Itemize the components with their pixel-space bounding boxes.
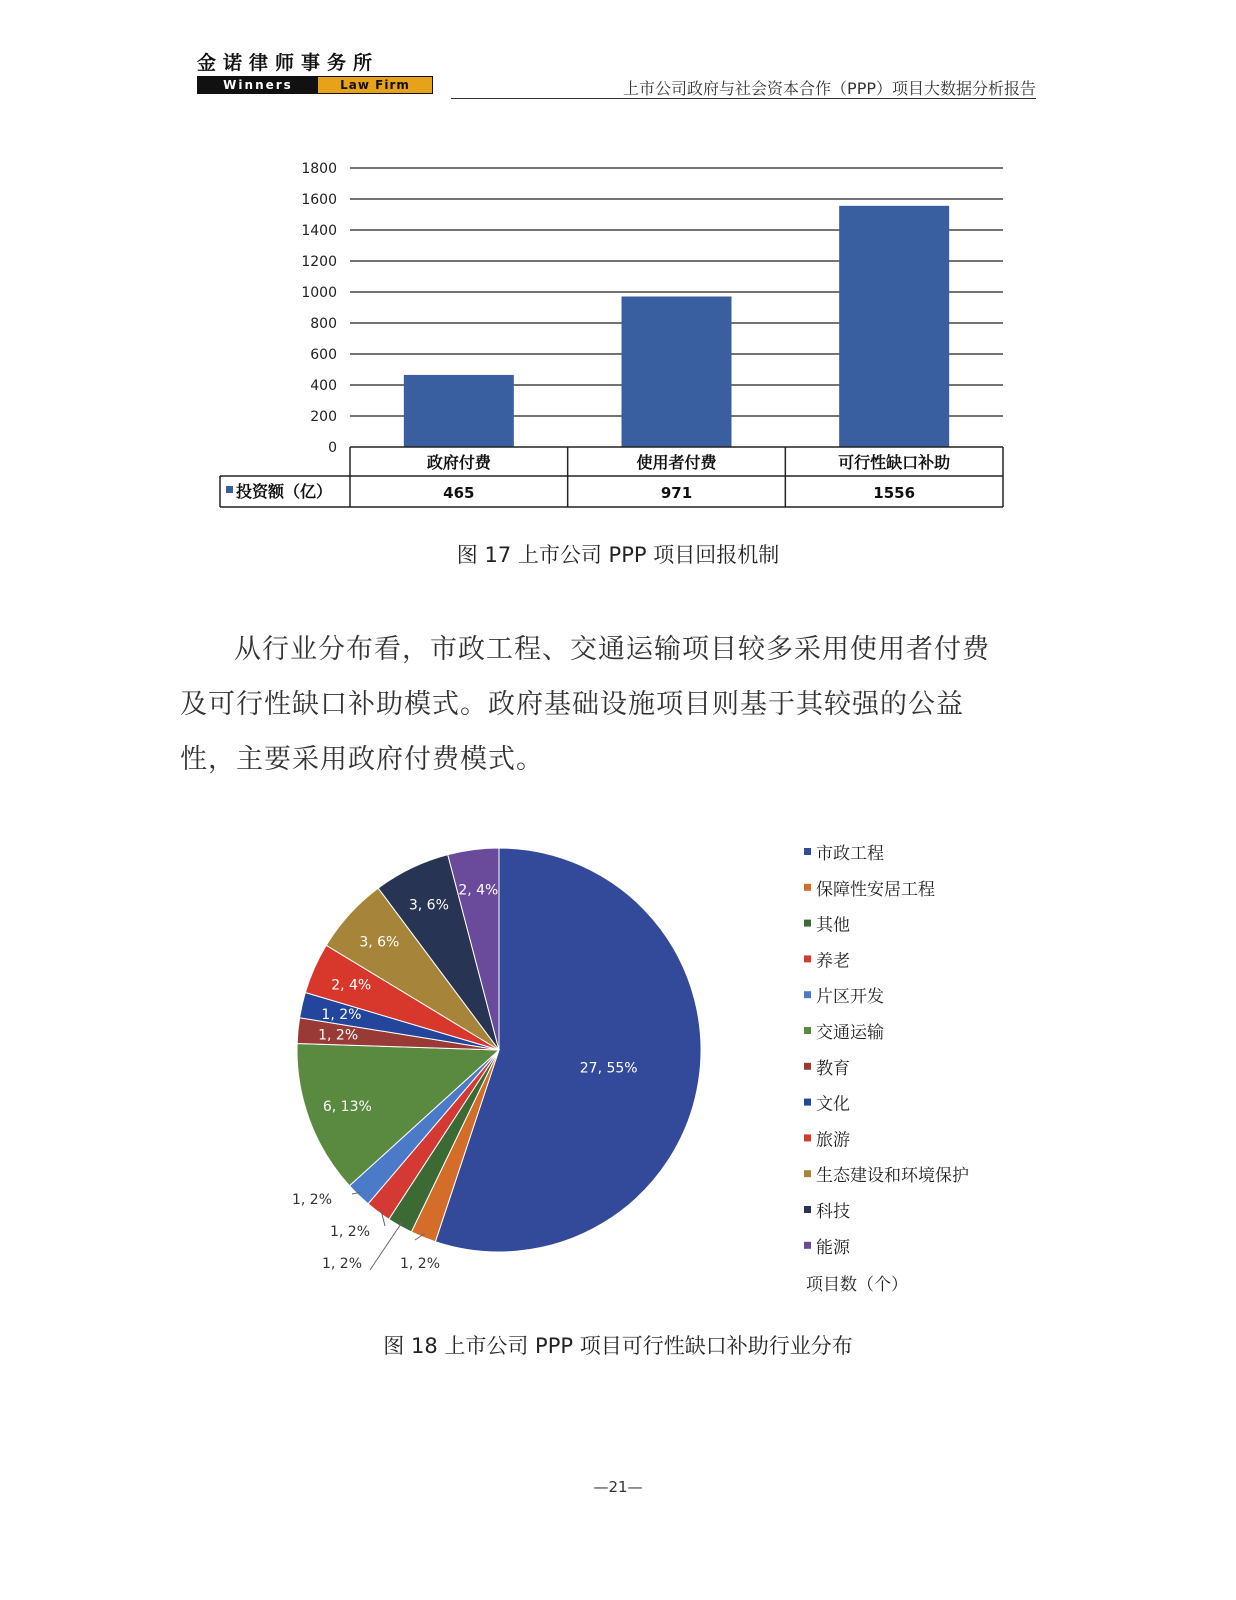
legend-item: 教育 bbox=[816, 1058, 850, 1079]
legend-swatch bbox=[804, 1242, 811, 1249]
legend-swatch bbox=[804, 1027, 811, 1034]
paragraph-text: 从行业分布看，市政工程、交通运输项目较多采用使用者付费及可行性缺口补助模式。政府基础设施项目则基于其较强的公益性，主要采用政府付费模式。 bbox=[180, 634, 990, 775]
figure18-caption: 图 18 上市公司 PPP 项目可行性缺口补助行业分布 bbox=[383, 1334, 853, 1358]
legend-item: 能源 bbox=[816, 1237, 850, 1258]
logo-english-left: Winners bbox=[198, 77, 318, 93]
legend-swatch bbox=[804, 884, 811, 891]
slice-label: 3, 6% bbox=[408, 897, 449, 914]
slice-label: 1, 2% bbox=[330, 1224, 371, 1240]
slice-label: 27, 55% bbox=[579, 1060, 638, 1077]
y-tick-label: 1000 bbox=[301, 285, 337, 301]
y-tick-label: 400 bbox=[310, 378, 337, 394]
legend-swatch bbox=[804, 1099, 811, 1106]
legend-item: 其他 bbox=[816, 915, 850, 936]
y-tick-label: 1800 bbox=[301, 161, 337, 177]
legend-item: 科技 bbox=[816, 1202, 850, 1222]
y-tick-label: 800 bbox=[310, 316, 337, 332]
legend-item: 旅游 bbox=[816, 1130, 850, 1151]
slice-label: 1, 2% bbox=[318, 1027, 359, 1044]
y-tick-label: 1400 bbox=[301, 223, 337, 239]
slice-label: 3, 6% bbox=[359, 934, 400, 951]
legend-swatch bbox=[804, 920, 811, 927]
slice-label: 2, 4% bbox=[331, 977, 372, 994]
figure17-caption: 图 17 上市公司 PPP 项目回报机制 bbox=[456, 543, 780, 567]
value-label: 971 bbox=[660, 484, 693, 502]
value-label: 1556 bbox=[873, 484, 916, 502]
y-tick-label: 1200 bbox=[301, 254, 337, 270]
legend-swatch bbox=[804, 1063, 811, 1070]
legend-swatch bbox=[804, 1170, 811, 1177]
pie-series-name: 项目数（个） bbox=[806, 1275, 908, 1295]
legend-item: 养老 bbox=[816, 951, 850, 972]
category-label: 可行性缺口补助 bbox=[838, 453, 951, 472]
legend-swatch bbox=[804, 1134, 811, 1141]
series-name: 投资额（亿） bbox=[236, 482, 333, 501]
legend-item: 片区开发 bbox=[816, 987, 884, 1008]
legend-item: 市政工程 bbox=[816, 844, 884, 864]
category-label: 使用者付费 bbox=[636, 453, 717, 472]
slice-label: 1, 2% bbox=[292, 1192, 333, 1208]
legend-item: 保障性安居工程 bbox=[816, 879, 935, 900]
slice-label: 1, 2% bbox=[322, 1256, 363, 1272]
legend-swatch bbox=[804, 955, 811, 962]
legend-item: 文化 bbox=[816, 1094, 850, 1115]
logo-english-right: Law Firm bbox=[318, 77, 432, 93]
category-label: 政府付费 bbox=[426, 453, 491, 472]
slice-label: 6, 13% bbox=[322, 1098, 372, 1115]
leader-line bbox=[370, 1222, 402, 1270]
slice-label: 1, 2% bbox=[321, 1007, 362, 1024]
value-label: 465 bbox=[443, 484, 475, 502]
legend-swatch bbox=[804, 991, 811, 998]
legend-item: 交通运输 bbox=[816, 1023, 884, 1043]
legend-swatch bbox=[804, 1206, 811, 1213]
y-tick-label: 0 bbox=[328, 440, 337, 456]
logo-chinese-name: 金诺律师事务所 bbox=[197, 52, 380, 74]
y-tick-label: 1600 bbox=[301, 192, 337, 208]
report-title: 上市公司政府与社会资本合作（PPP）项目大数据分析报告 bbox=[623, 79, 1036, 98]
slice-label: 1, 2% bbox=[400, 1256, 441, 1272]
slice-label: 2, 4% bbox=[458, 882, 499, 899]
page-number: —21— bbox=[593, 1478, 643, 1496]
y-tick-label: 200 bbox=[310, 409, 337, 425]
y-tick-label: 600 bbox=[310, 347, 337, 363]
legend-swatch bbox=[804, 848, 811, 855]
legend-item: 生态建设和环境保护 bbox=[816, 1166, 969, 1187]
